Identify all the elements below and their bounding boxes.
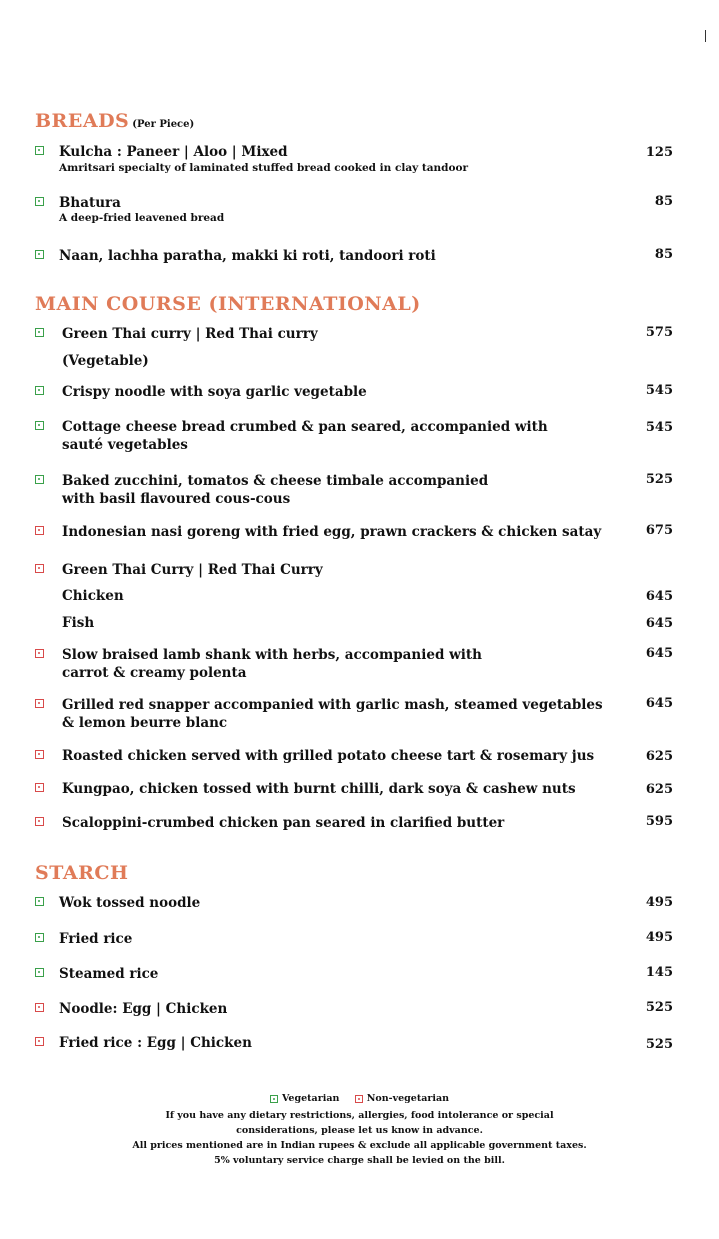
footer-line: considerations, please let us know in advance. bbox=[236, 1124, 483, 1136]
item-price: 645 bbox=[645, 646, 673, 661]
item-price: 675 bbox=[645, 523, 673, 538]
item-price: 85 bbox=[654, 194, 673, 209]
item-description: Amritsari specialty of laminated stuffed bread cooked in clay tandoor bbox=[59, 162, 469, 174]
item-price: 645 bbox=[645, 616, 673, 631]
item-name: Baked zucchini, tomatos & cheese timbale accompanied bbox=[62, 473, 489, 489]
non-veg-icon bbox=[35, 1003, 44, 1012]
footer-line: 5% voluntary service charge shall be levied on the bill. bbox=[214, 1154, 505, 1166]
item-name: Noodle: Egg | Chicken bbox=[59, 1001, 228, 1017]
item-price: 545 bbox=[645, 383, 673, 398]
item-name: Grilled red snapper accompanied with garlic mash, steamed vegetables bbox=[62, 697, 603, 713]
veg-icon bbox=[35, 146, 44, 155]
non-veg-icon bbox=[35, 750, 44, 759]
item-price: 125 bbox=[645, 145, 673, 160]
item-name-line2: sauté vegetables bbox=[62, 437, 188, 453]
legend-non-veg-label: Non-vegetarian bbox=[366, 1093, 450, 1104]
veg-icon bbox=[35, 386, 44, 395]
footer-line: If you have any dietary restrictions, allergies, food intolerance or special bbox=[165, 1109, 554, 1121]
item-name: Green Thai curry | Red Thai curry bbox=[62, 326, 318, 342]
veg-icon bbox=[35, 421, 44, 430]
breads-title: BREADS bbox=[35, 110, 130, 132]
item-name: Roasted chicken served with grilled potato cheese tart & rosemary jus bbox=[62, 748, 595, 764]
veg-icon bbox=[35, 968, 44, 977]
item-price: 525 bbox=[645, 1037, 673, 1052]
non-veg-icon bbox=[35, 526, 44, 535]
item-price: 85 bbox=[654, 247, 673, 262]
item-name: Bhatura bbox=[59, 195, 121, 211]
item-price: 525 bbox=[645, 472, 673, 487]
non-veg-icon bbox=[35, 817, 44, 826]
starch-title: STARCH bbox=[35, 862, 129, 884]
item-price: 545 bbox=[645, 420, 673, 435]
item-price: 645 bbox=[645, 589, 673, 604]
item-name-line2: with basil flavoured cous-cous bbox=[62, 491, 291, 507]
non-veg-icon bbox=[35, 564, 44, 573]
item-name: Fried rice : Egg | Chicken bbox=[59, 1035, 252, 1051]
item-price: 525 bbox=[645, 1000, 673, 1015]
item-name: Cottage cheese bread crumbed & pan seared, accompanied with bbox=[62, 419, 548, 435]
section-title-main-course bbox=[35, 293, 421, 315]
item-name: Kungpao, chicken tossed with burnt chilli, dark soya & cashew nuts bbox=[62, 781, 576, 797]
item-name: Crispy noodle with soya garlic vegetable bbox=[62, 384, 367, 400]
item-name: Green Thai Curry | Red Thai Curry bbox=[62, 562, 323, 578]
section-title-breads bbox=[35, 110, 194, 132]
item-variant: Chicken bbox=[62, 588, 124, 604]
item-name: Fried rice bbox=[59, 931, 133, 947]
main-title: MAIN COURSE (INTERNATIONAL) bbox=[35, 293, 421, 315]
item-name: Steamed rice bbox=[59, 966, 159, 982]
item-price: 145 bbox=[645, 965, 673, 980]
non-veg-icon bbox=[35, 649, 44, 658]
menu-footer bbox=[0, 1091, 719, 1168]
item-name-line2: (Vegetable) bbox=[62, 353, 149, 369]
item-price: 625 bbox=[645, 749, 673, 764]
legend bbox=[0, 1091, 719, 1108]
legend-veg-label: Vegetarian bbox=[281, 1093, 340, 1104]
veg-icon bbox=[35, 475, 44, 484]
non-veg-icon bbox=[35, 783, 44, 792]
item-price: 595 bbox=[645, 814, 673, 829]
legend-veg bbox=[270, 1091, 339, 1106]
item-variant: Fish bbox=[62, 615, 95, 631]
veg-icon bbox=[35, 197, 44, 206]
scroll-indicator bbox=[705, 30, 706, 42]
item-name-line2: carrot & creamy polenta bbox=[62, 665, 247, 681]
veg-icon bbox=[35, 328, 44, 337]
item-price: 575 bbox=[645, 325, 673, 340]
item-name-line2: & lemon beurre blanc bbox=[62, 715, 228, 731]
item-price: 495 bbox=[645, 930, 673, 945]
veg-icon bbox=[35, 933, 44, 942]
item-description: A deep-fried leavened bread bbox=[59, 212, 225, 224]
item-name: Indonesian nasi goreng with fried egg, prawn crackers & chicken satay bbox=[62, 524, 602, 540]
item-name: Kulcha : Paneer | Aloo | Mixed bbox=[59, 144, 288, 160]
item-name: Slow braised lamb shank with herbs, accompanied with bbox=[62, 647, 482, 663]
veg-icon bbox=[35, 897, 44, 906]
veg-icon bbox=[270, 1095, 278, 1103]
non-veg-icon bbox=[35, 699, 44, 708]
section-title-starch bbox=[35, 862, 128, 884]
item-name: Naan, lachha paratha, makki ki roti, tandoori roti bbox=[59, 248, 436, 264]
footer-line: All prices mentioned are in Indian rupees & exclude all applicable government taxes. bbox=[132, 1139, 587, 1151]
veg-icon bbox=[35, 250, 44, 259]
item-name: Scaloppini-crumbed chicken pan seared in clarified butter bbox=[62, 815, 505, 831]
item-price: 495 bbox=[645, 895, 673, 910]
item-price: 625 bbox=[645, 782, 673, 797]
item-name: Wok tossed noodle bbox=[59, 895, 201, 911]
non-veg-icon bbox=[35, 1037, 44, 1046]
breads-note: (Per Piece) bbox=[132, 119, 195, 130]
non-veg-icon bbox=[355, 1095, 363, 1103]
legend-non-veg bbox=[355, 1091, 449, 1106]
item-price: 645 bbox=[645, 696, 673, 711]
